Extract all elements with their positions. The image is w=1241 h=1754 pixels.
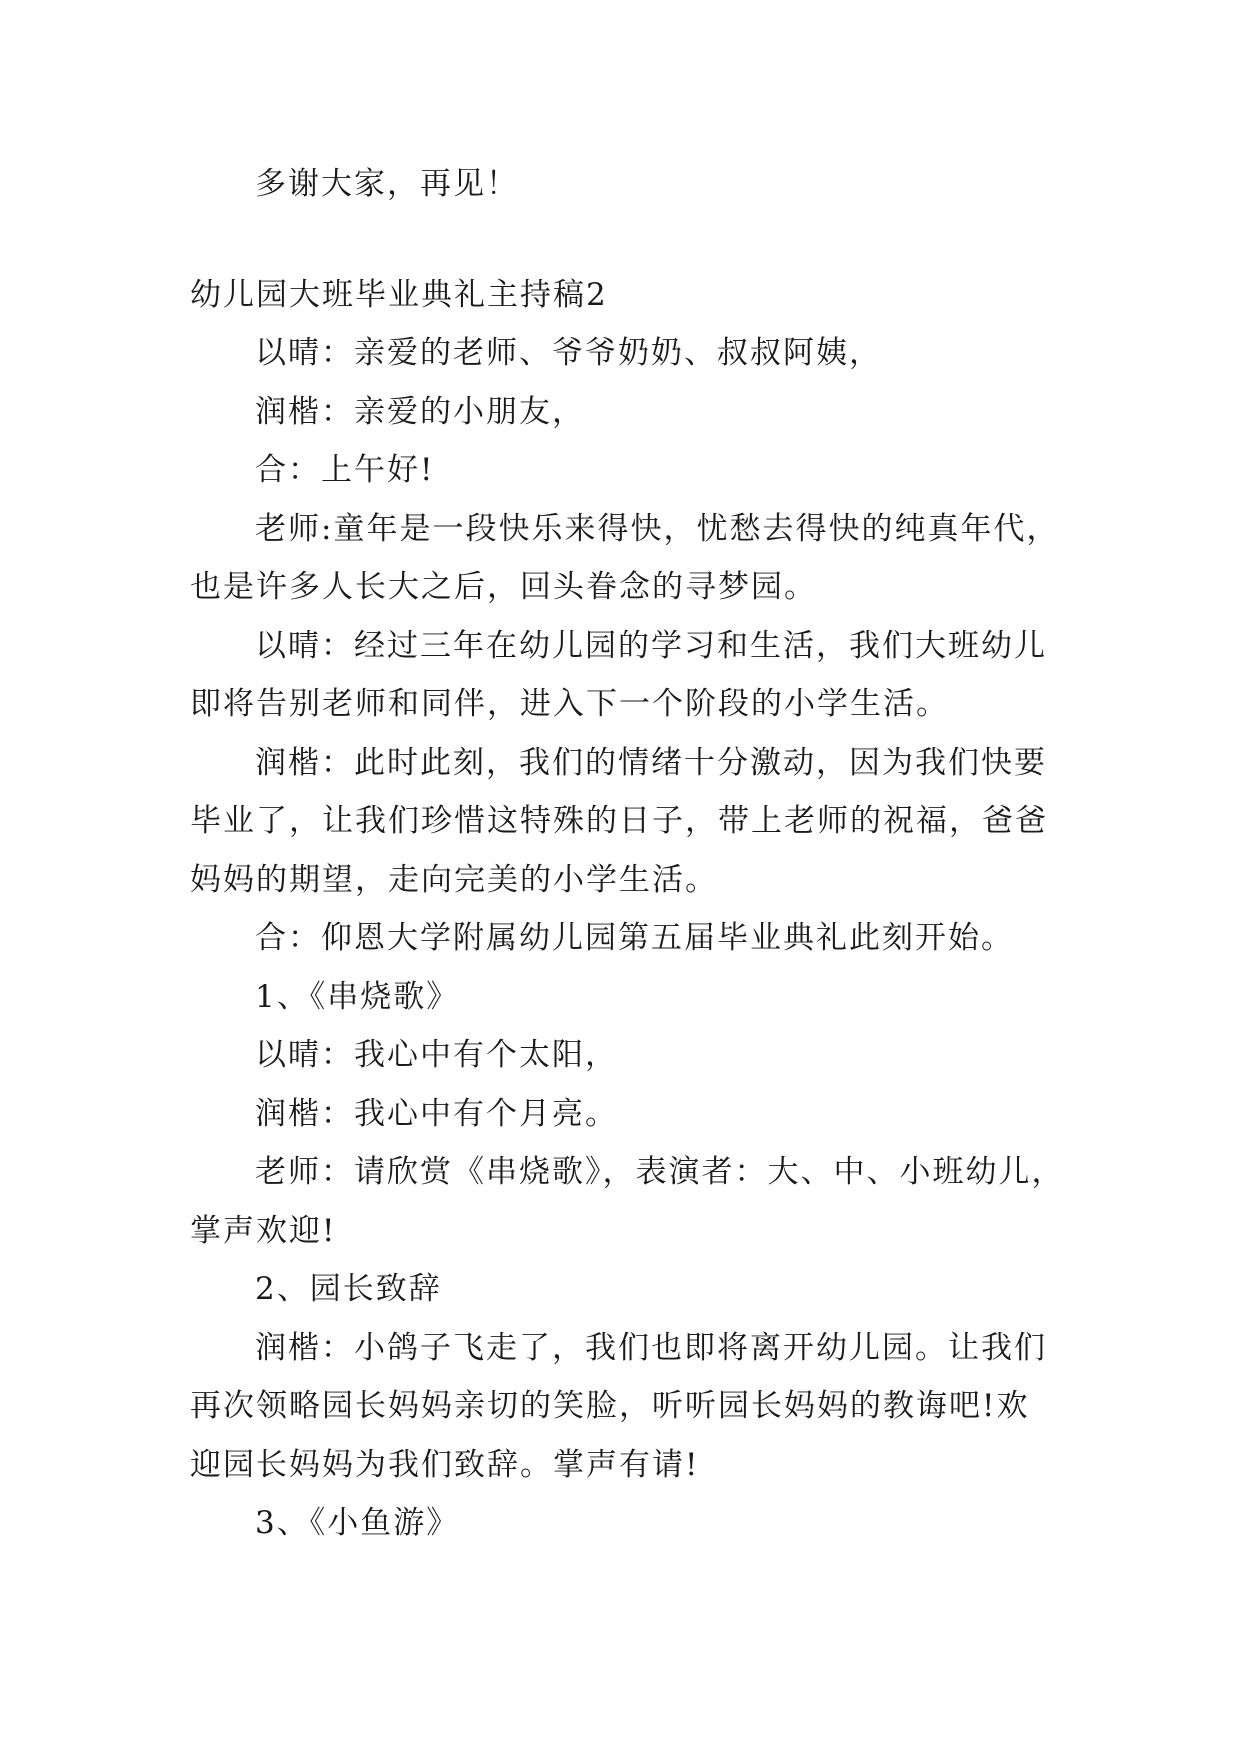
text-line: 以晴：我心中有个太阳， bbox=[255, 1037, 618, 1073]
text-line: 妈妈的期望，走向完美的小学生活。 bbox=[190, 861, 718, 898]
text-line: 2、园长致辞 bbox=[255, 1271, 442, 1307]
text-line: 即将告别老师和同伴，进入下一个阶段的小学生活。 bbox=[190, 686, 949, 722]
document-body bbox=[190, 155, 1065, 1553]
text-line: 润楷：亲爱的小朋友， bbox=[255, 393, 585, 430]
text-line: 多谢大家，再见！ bbox=[255, 166, 519, 202]
text-line: 以晴：亲爱的老师、爷爷奶奶、叔叔阿姨， bbox=[255, 335, 882, 371]
text-line: 老师：请欣赏《串烧歌》，表演者：大、中、小班幼儿， bbox=[255, 1154, 1065, 1190]
text-line: 以晴：经过三年在幼儿园的学习和生活，我们大班幼儿 bbox=[255, 627, 1047, 664]
text-line: 再次领略园长妈妈亲切的笑脸，听听园长妈妈的教诲吧!欢 bbox=[190, 1388, 1030, 1424]
text-line: 合：上午好! bbox=[255, 452, 435, 488]
text-line: 润楷：我心中有个月亮。 bbox=[255, 1095, 618, 1132]
text-line: 毕业了，让我们珍惜这特殊的日子，带上老师的祝福，爸爸 bbox=[190, 803, 1048, 839]
text-line: 3、《小鱼游》 bbox=[255, 1505, 460, 1541]
text-line: 也是许多人长大之后，回头眷念的寻梦园。 bbox=[190, 569, 817, 605]
text-line: 1、《串烧歌》 bbox=[255, 978, 460, 1015]
text-line: 合：仰恩大学附属幼儿园第五届毕业典礼此刻开始。 bbox=[255, 920, 1014, 956]
text-line: 润楷：小鸽子飞走了，我们也即将离开幼儿园。让我们 bbox=[255, 1329, 1047, 1366]
text-line: 润楷：此时此刻，我们的情绪十分激动，因为我们快要 bbox=[255, 744, 1047, 781]
text-line: 老师:童年是一段快乐来得快，忧愁去得快的纯真年代， bbox=[255, 510, 1060, 547]
section-title: 幼儿园大班毕业典礼主持稿2 bbox=[190, 276, 608, 313]
text-line: 掌声欢迎! bbox=[190, 1212, 337, 1249]
text-line: 迎园长妈妈为我们致辞。掌声有请! bbox=[190, 1446, 700, 1483]
